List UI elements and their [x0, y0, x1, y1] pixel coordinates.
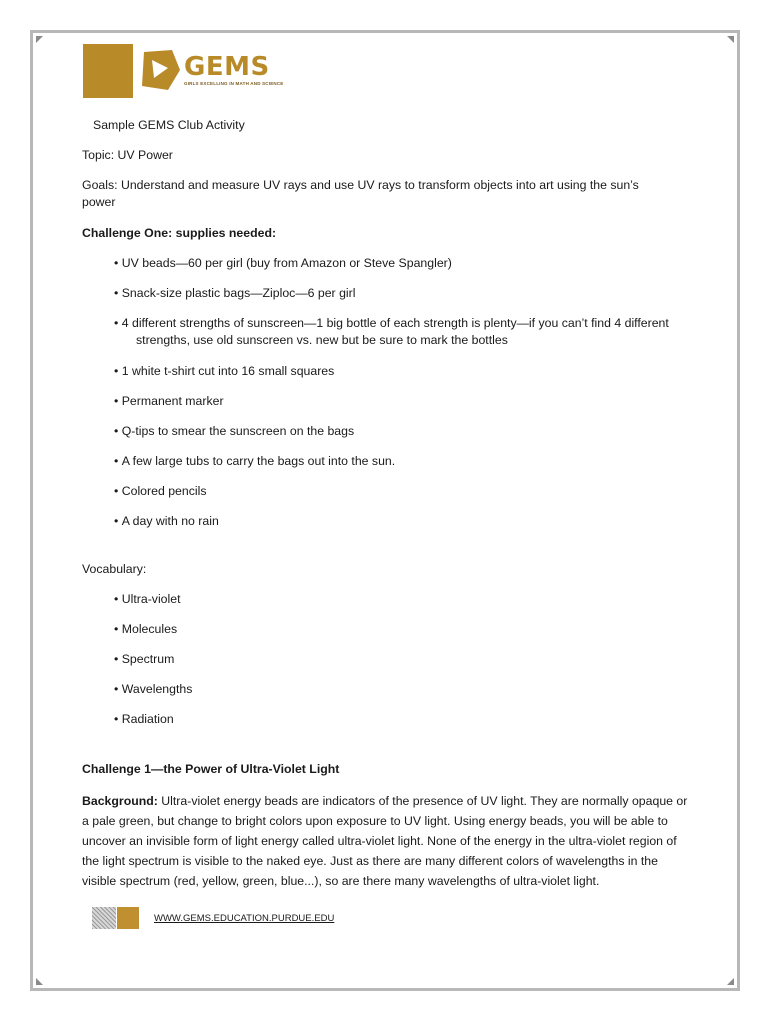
page-frame-top [30, 30, 740, 33]
corner-mark-bottom-right [727, 978, 734, 985]
list-item: • UV beads—60 per girl (buy from Amazon or Steve Spangler) [114, 255, 452, 272]
logo-gold-square [83, 44, 133, 98]
vocabulary-heading: Vocabulary: [82, 562, 147, 576]
list-item: • Wavelengths [114, 681, 192, 698]
logo-wordmark: GEMS [184, 52, 270, 82]
background-label: Background: [82, 794, 158, 808]
list-item: • A few large tubs to carry the bags out into the sun. [114, 453, 395, 470]
list-item: • Snack-size plastic bags—Ziploc—6 per girl [114, 285, 355, 302]
footer-website-link[interactable]: WWW.GEMS.EDUCATION.PURDUE.EDU [154, 913, 335, 924]
corner-mark-top-right [727, 36, 734, 43]
list-item-text: 4 different strengths of sunscreen—1 big bottle of each strength is plenty—if you can’t find 4 different strengths, use old sunscreen vs. new but be sure to mark the bottles [121, 316, 669, 347]
list-item: • Radiation [114, 711, 174, 728]
list-item: • Permanent marker [114, 393, 224, 410]
page-frame-left [30, 30, 33, 991]
challenge-heading: Challenge 1—the Power of Ultra-Violet Light [82, 762, 340, 776]
activity-title: Sample GEMS Club Activity [93, 118, 245, 132]
footer-hatch-block [92, 907, 116, 929]
background-paragraph [82, 791, 692, 891]
list-item: • Spectrum [114, 651, 174, 668]
page-frame-bottom [30, 988, 740, 991]
list-item: • A day with no rain [114, 513, 219, 530]
goals-paragraph: Goals: Understand and measure UV rays and use UV rays to transform objects into art using the sun’s power [82, 178, 639, 209]
footer-gold-block [117, 907, 139, 929]
logo-tagline: GIRLS EXCELLING IN MATH AND SCIENCE [184, 81, 284, 86]
page-frame-right [737, 30, 740, 991]
topic-line: Topic: UV Power [82, 148, 173, 162]
list-item: • 1 white t-shirt cut into 16 small squares [114, 363, 334, 380]
list-item: • Molecules [114, 621, 177, 638]
corner-mark-bottom-left [36, 978, 43, 985]
background-text: Ultra-violet energy beads are indicators of the presence of UV light. They are normally opaque or a pale green, but change to bright colors upon exposure to UV light. Using energy beads, you will be able to uncover an invisible form of light energy called ultra-violet light. None of the energy in the ultra-violet region of the light spectrum is visible to the naked eye. Just as there are many different colors of wavelengths in the visible spectrum (red, yellow, green, blue...), so are there many wavelengths of ultra-violet light. [82, 794, 688, 888]
gems-gem-icon [138, 48, 182, 92]
corner-mark-top-left [36, 36, 43, 43]
list-item [114, 315, 676, 349]
list-item: • Colored pencils [114, 483, 207, 500]
supplies-heading: Challenge One: supplies needed: [82, 226, 277, 240]
list-item: • Ultra-violet [114, 591, 181, 608]
list-item: • Q-tips to smear the sunscreen on the bags [114, 423, 354, 440]
